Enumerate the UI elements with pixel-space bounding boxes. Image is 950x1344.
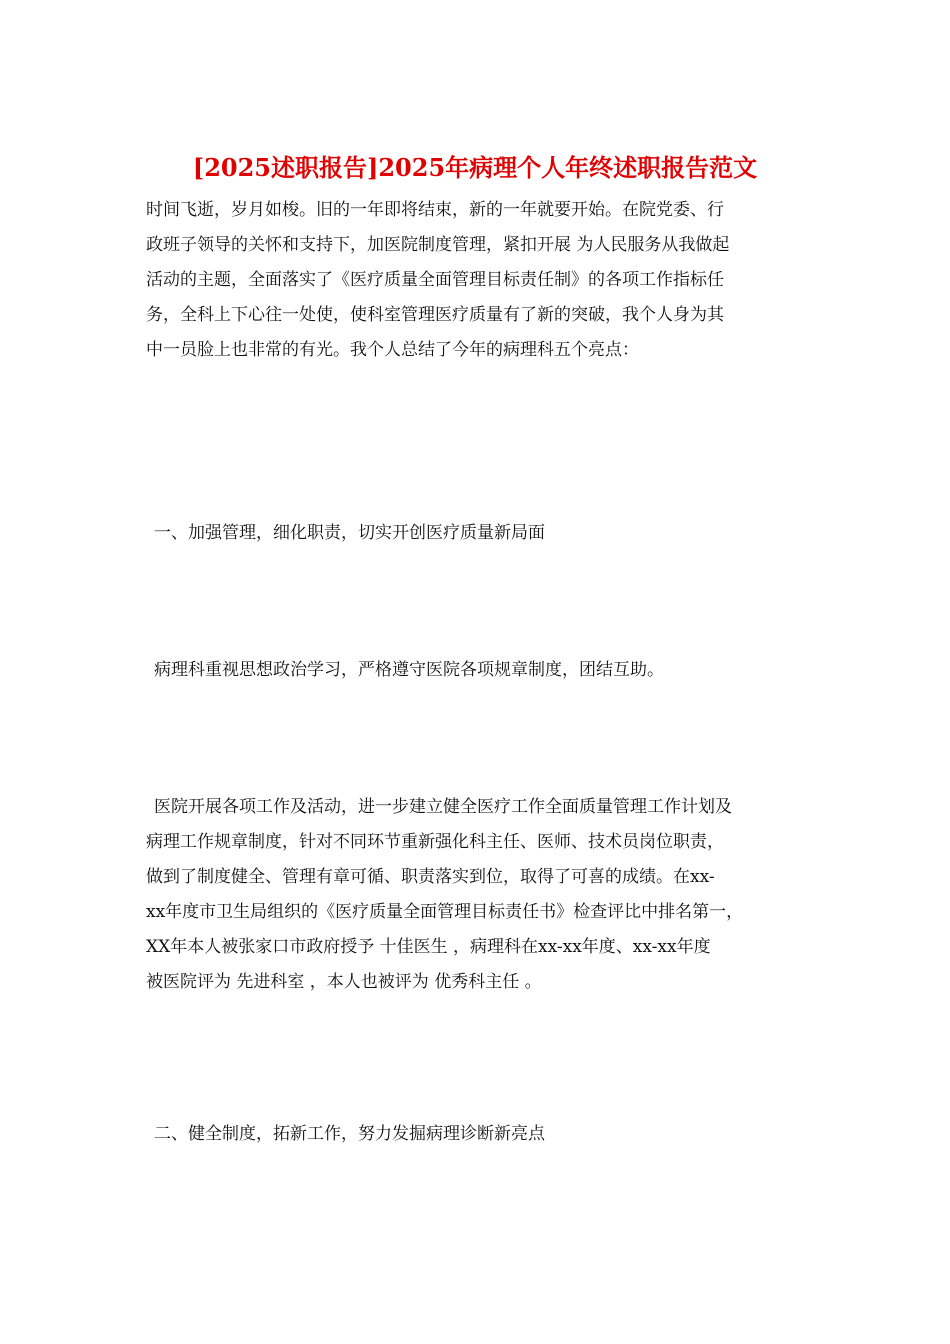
paragraph-2: [146, 790, 826, 1000]
intro-line: 务，全科上下心往一处使，使科室管理医疗质量有了新的突破，我个人身为其: [146, 305, 724, 325]
paragraph-2-line: xx年度市卫生局组织的《医疗质量全面管理目标责任书》检查评比中排名第一，: [146, 902, 744, 922]
paragraph-2-line: 做到了制度健全、管理有章可循、职责落实到位，取得了可喜的成绩。在xx-: [146, 867, 715, 887]
paragraph-2-line: XX年本人被张家口市政府授予 十佳医生 ，病理科在xx-xx年度、xx-xx年度: [146, 937, 711, 957]
intro-line: 中一员脸上也非常的有光。我个人总结了今年的病理科五个亮点：: [146, 340, 639, 360]
paragraph-2-line: 被医院评为 先进科室 ，本人也被评为 优秀科主任 。: [146, 972, 542, 992]
intro-line: 活动的主题，全面落实了《医疗质量全面管理目标责任制》的各项工作指标任: [146, 270, 724, 290]
section-2-heading: 二、健全制度，拓新工作，努力发掘病理诊断新亮点: [154, 1124, 545, 1144]
intro-paragraph: [146, 193, 826, 368]
intro-line: 政班子领导的关怀和支持下，加医院制度管理，紧扣开展 为人民服务从我做起: [146, 235, 730, 255]
paragraph-2-line: 病理工作规章制度，针对不同环节重新强化科主任、医师、技术员岗位职责，: [146, 832, 724, 852]
section-1-heading: 一、加强管理，细化职责，切实开创医疗质量新局面: [154, 523, 545, 543]
paragraph-2-line: 医院开展各项工作及活动，进一步建立健全医疗工作全面质量管理工作计划及: [154, 797, 732, 817]
paragraph-1: 病理科重视思想政治学习，严格遵守医院各项规章制度，团结互助。: [154, 660, 664, 680]
intro-line: 时间飞逝，岁月如梭。旧的一年即将结束，新的一年就要开始。在院党委、行: [146, 200, 724, 220]
document-title: [2025述职报告]2025年病理个人年终述职报告范文: [192, 153, 758, 182]
